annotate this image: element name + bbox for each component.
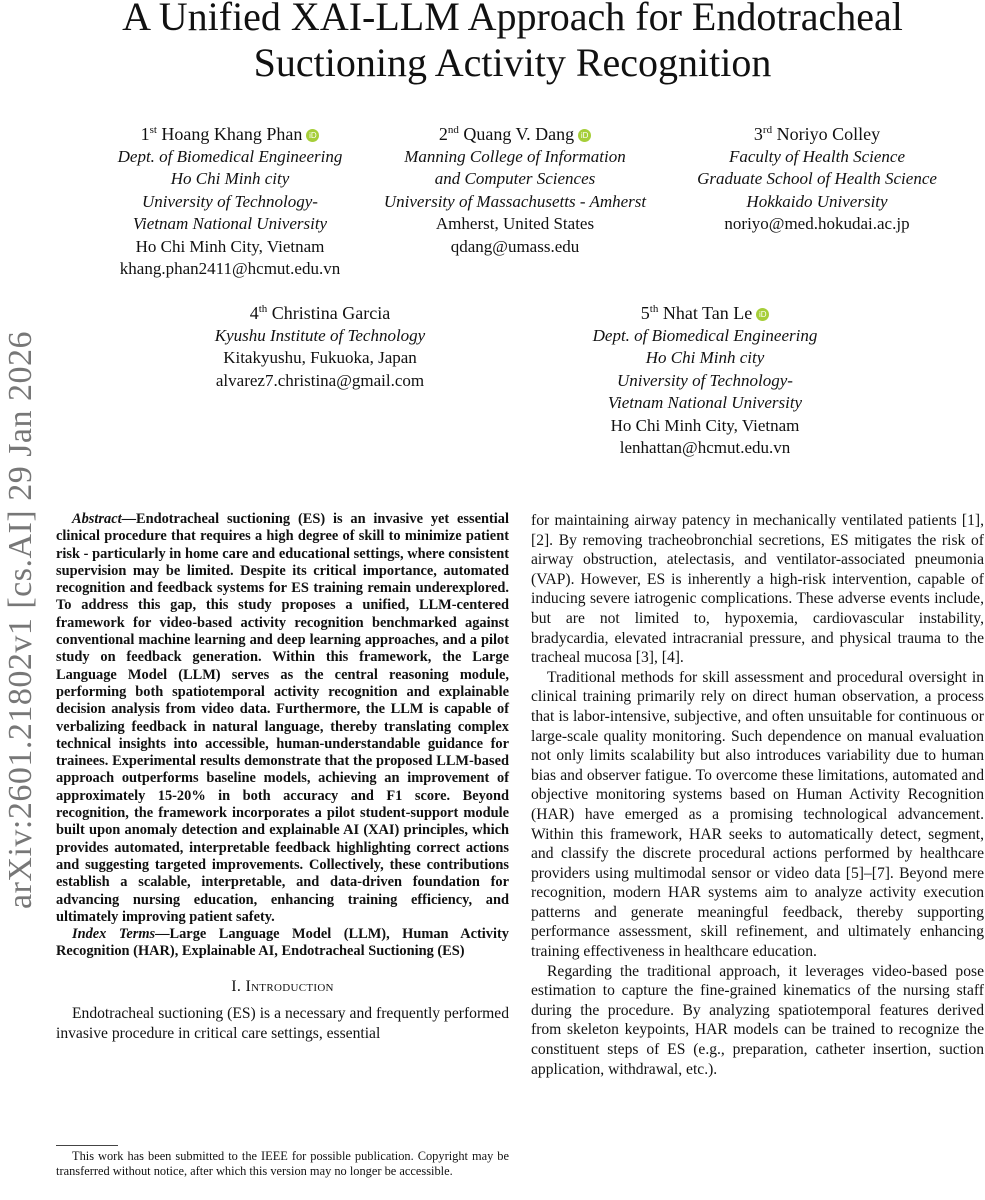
- abstract-dash: —: [121, 511, 136, 527]
- abstract-text: Endotracheal suctioning (ES) is an invasive yet essential clinical procedure that requires a high degree of skill to minimize patient risk - particularly in home care and educational settings, where consistent supervision may be limited. Despite its critical importance, automated recognition and feedback systems for ES training remain underexplored. To address this gap, this study proposes a unified, LLM-centered framework for video-based activity recognition benchmarked against conventional machine learning and deep learning approaches, and a pilot study on feedback generation. Within this framework, the Large Language Model (LLM) serves as the central reasoning module, performing both spatiotemporal activity recognition and explainable decision analysis from video data. Furthermore, the LLM is capable of verbalizing feedback in natural language, thereby translating complex technical insights into accessible, human-understandable guidance for trainees. Experimental results demonstrate that the proposed LLM-based approach outperforms baseline models, achieving an improvement of approximately 15-20% in both accuracy and F1 score. Beyond recognition, the framework incorporates a pilot student-support module built upon anomaly detection and explainable AI (XAI) principles, which provides automated, interpretable feedback highlighting correct actions and suggesting targeted improvements. Collectively, these contributions establish a scalable, interpretable, and data-driven foundation for advancing nursing education, enhancing training efficiency, and ultimately improving patient safety.: [56, 511, 509, 925]
- author-location: Ho Chi Minh City, Vietnam: [135, 236, 325, 256]
- paper-title: A Unified XAI-LLM Approach for Endotracheal Suctioning Activity Recognition: [122, 0, 903, 85]
- author-email: khang.phan2411@hcmut.edu.vn: [119, 259, 341, 278]
- intro-paragraph-1-continued: for maintaining airway patency in mechanically ventilated patients [1], [2]. By removing tracheobronchial secretions, ES mitigates the risk of airway obstruction, atelectasis, and ventilator-associated pneumonia (VAP). However, ES is inherently a high-risk intervention, capable of inducing severe iatrogenic complications. These adverse events include, but are not limited to, hypoxemia, cardiovascular instability, bradycardia, elevated intracranial pressure, and physical trauma to the tracheal mucosa [3], [4].: [531, 512, 984, 667]
- footnote: This work has been submitted to the IEEE for possible publication. Copyright may be transferred without notice, after which this version may no longer be accessible.: [56, 1149, 509, 1179]
- orcid-icon[interactable]: iD: [578, 129, 591, 142]
- index-terms-text: Large Language Model (LLM), Human Activity Recognition (HAR), Explainable AI, Endotracheal Suctioning (ES): [56, 926, 509, 960]
- abstract-label: Abstract: [72, 511, 122, 527]
- section-number: I.: [231, 977, 242, 995]
- author-affiliation: Graduate School of Health Science: [697, 169, 937, 188]
- intro-paragraph-2: Traditional methods for skill assessment and procedural oversight in clinical training primarily rely on direct human observation, a process that is labor-intensive, subjective, and often unsuitable for continuous or large-scale quality monitoring. Such dependence on manual evaluation not only limits scalability but also introduces variability due to human bias and observer fatigue. To overcome these limitations, automated and objective monitoring systems based on Human Activity Recognition (HAR) have emerged as a promising technological advancement. Within this framework, HAR seeks to automatically detect, segment, and classify the discrete procedural actions performed by healthcare providers using multimodal sensor or video data [5]–[7]. Beyond mere recognition, modern HAR systems aim to analyze activity execution patterns and generate meaningful feedback, thereby supporting performance assessment, skill refinement, and ultimately enhancing training effectiveness in healthcare education.: [531, 668, 984, 961]
- right-column: [531, 511, 984, 1079]
- intro-paragraph-3: Regarding the traditional approach, it leverages video-based pose estimation to capture the fine-grained kinematics of the nursing staff during the procedure. By analyzing spatiotemporal features derived from skeleton keypoints, HAR models can be trained to recognize the constituent steps of ES (e.g., preparation, catheter insertion, suction application, withdrawal, etc.).: [531, 962, 984, 1078]
- author-ordinal-suffix: st: [149, 124, 157, 136]
- author-name: Christina Garcia: [271, 303, 391, 323]
- author-ordinal-suffix: rd: [762, 124, 773, 136]
- author-affiliation: Hokkaido University: [746, 191, 888, 211]
- index-terms-dash: —: [155, 926, 170, 943]
- author-name: Nhat Tan Le: [662, 303, 753, 323]
- arxiv-identifier: arXiv:2601.21802v1 [cs.AI] 29 Jan 2026: [2, 330, 39, 910]
- author-affiliation: University of Massachusetts - Amherst: [383, 191, 647, 211]
- author-name: Quang V. Dang: [463, 124, 575, 144]
- author-ordinal: 5: [640, 303, 650, 323]
- section-title: Introduction: [245, 977, 334, 995]
- intro-paragraph-1: Endotracheal suctioning (ES) is a necessary and frequently performed invasive procedure in critical care settings, essential: [56, 1005, 509, 1042]
- author-location: Ho Chi Minh City, Vietnam: [610, 415, 800, 435]
- index-terms-label: Index Terms: [72, 926, 156, 943]
- author-ordinal: 1: [140, 124, 150, 144]
- author-email: qdang@umass.edu: [450, 236, 580, 256]
- orcid-icon[interactable]: iD: [756, 308, 769, 321]
- author-ordinal-suffix: nd: [447, 124, 459, 136]
- author-block-3: [657, 119, 977, 236]
- author-location: Kitakyushu, Fukuoka, Japan: [223, 348, 417, 367]
- author-ordinal: 4: [249, 303, 259, 323]
- author-name: Noriyo Colley: [776, 124, 881, 144]
- author-affiliation: Manning College of Information: [404, 146, 626, 166]
- author-affiliation: Dept. of Biomedical Engineering: [117, 146, 343, 166]
- author-block-4: [160, 298, 480, 392]
- author-affiliation: Faculty of Health Science: [728, 146, 906, 166]
- section-heading: [56, 977, 509, 997]
- index-terms: [56, 926, 509, 961]
- author-affiliation: Kyushu Institute of Technology: [214, 325, 426, 345]
- orcid-icon[interactable]: iD: [306, 129, 319, 142]
- author-affiliation: and Computer Sciences: [434, 169, 596, 188]
- author-affiliation: Ho Chi Minh city: [170, 169, 290, 188]
- footnote-rule: [56, 1145, 118, 1146]
- author-ordinal-suffix: th: [649, 303, 659, 315]
- author-affiliation: Vietnam National University: [607, 393, 803, 412]
- left-column: [56, 511, 509, 1044]
- author-email: noriyo@med.hokudai.ac.jp: [724, 214, 910, 233]
- author-affiliation: Vietnam National University: [132, 214, 328, 233]
- author-email: lenhattan@hcmut.edu.vn: [619, 438, 791, 457]
- abstract: [56, 511, 509, 926]
- author-ordinal-suffix: th: [258, 303, 268, 315]
- author-email: alvarez7.christina@gmail.com: [215, 370, 425, 390]
- author-ordinal: 3: [753, 124, 763, 144]
- author-affiliation: Dept. of Biomedical Engineering: [592, 325, 818, 345]
- author-affiliation: University of Technology-: [142, 191, 318, 211]
- author-ordinal: 2: [438, 124, 448, 144]
- author-affiliation: University of Technology-: [617, 370, 793, 390]
- author-block-5: [545, 298, 865, 460]
- author-name: Hoang Khang Phan: [161, 124, 303, 144]
- author-location: Amherst, United States: [435, 214, 595, 233]
- author-affiliation: Ho Chi Minh city: [645, 348, 765, 367]
- author-block-2: [355, 119, 675, 258]
- author-block-1: [70, 119, 390, 281]
